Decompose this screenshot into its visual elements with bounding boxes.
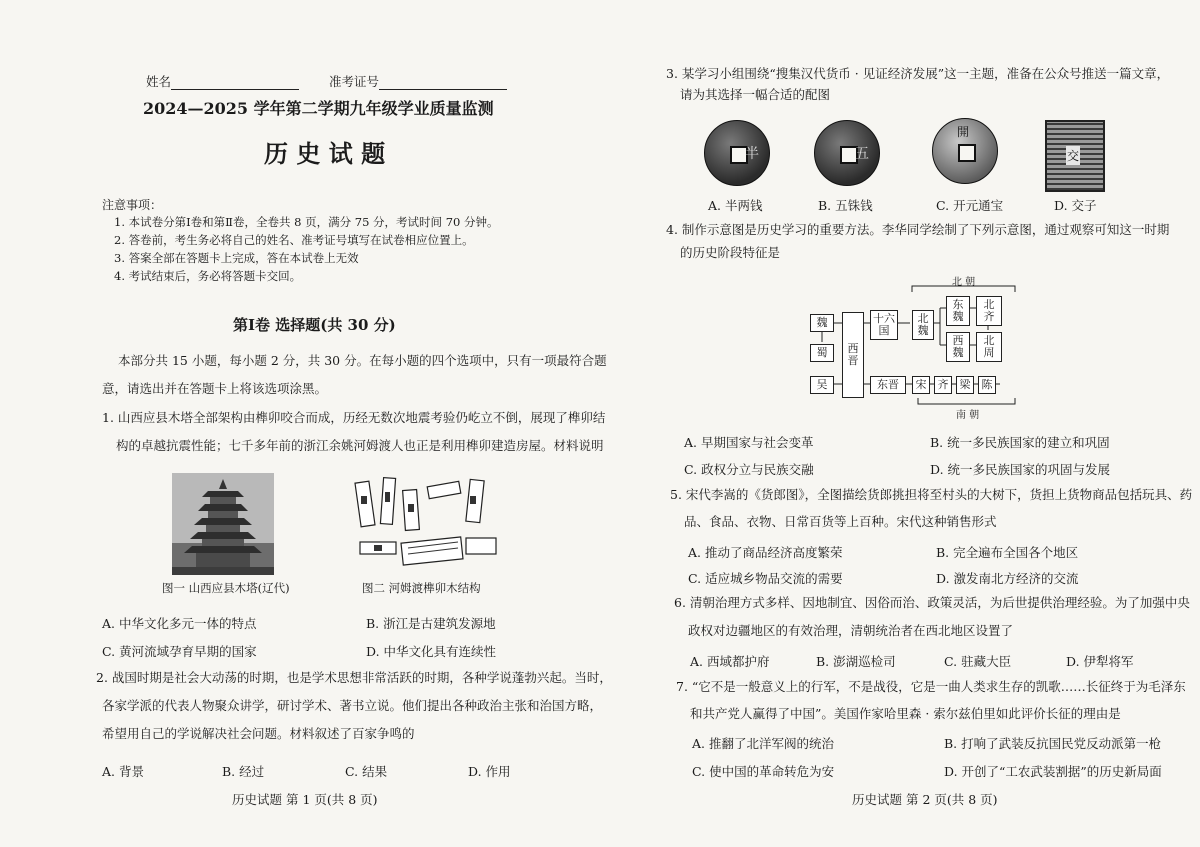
q4-option-a[interactable]: A. 早期国家与社会变革: [684, 435, 814, 450]
fig1-caption: 图一 山西应县木塔(辽代): [162, 581, 290, 595]
q3-option-c[interactable]: C. 开元通宝: [936, 198, 1004, 213]
q1-line-1: 1. 山西应县木塔全部架构由榫卯咬合而成，历经无数次地震考验仍屹立不倒，展现了榫卯结: [102, 410, 606, 425]
q6-option-d[interactable]: D. 伊犁将军: [1066, 654, 1134, 669]
notice-4: 4. 考试结束后，务必将答题卡交回。: [114, 269, 302, 283]
wu-box: 吴: [810, 376, 834, 394]
q4-option-b[interactable]: B. 统一多民族国家的建立和巩固: [930, 435, 1110, 450]
q4-option-c[interactable]: C. 政权分立与民族交融: [684, 462, 814, 477]
pagoda-image: [172, 473, 274, 575]
q7-line-1: 7. “它不是一般意义上的行军，不是战役，它是一曲人类求生存的凯歌……长征终于为毛泽东: [676, 679, 1186, 694]
fig2-caption: 图二 河姆渡榫卯木结构: [362, 581, 481, 595]
name-blank: [171, 77, 299, 90]
q6-line-1: 6. 清朝治理方式多样、因地制宜、因俗而治、政策灵活，为后世提供治理经验。为了加强中央: [674, 595, 1190, 610]
q6-option-c[interactable]: C. 驻藏大臣: [944, 654, 1012, 669]
notice-1: 1. 本试卷分第Ⅰ卷和第Ⅱ卷，全卷共 8 页，满分 75 分，考试时间 70 分钟。: [114, 215, 499, 229]
section-title: 第Ⅰ卷 选择题(共 30 分): [233, 316, 396, 334]
q7-option-d[interactable]: D. 开创了“工农武装割据”的历史新局面: [944, 764, 1162, 779]
north-dynasties-label: 北 朝: [952, 277, 976, 288]
q4-line-2: 的历史阶段特征是: [680, 245, 781, 260]
q3-option-a[interactable]: A. 半两钱: [708, 198, 763, 213]
coin-b-glyph: 五: [855, 146, 869, 162]
wei-box: 魏: [810, 314, 834, 332]
notice-title: 注意事项：: [102, 198, 163, 212]
instructions-line-1: 本部分共 15 小题，每小题 2 分，共 30 分。在每小题的四个选项中，只有一项最符合题: [118, 353, 607, 368]
coin-banliang-image: [704, 120, 770, 186]
history-periods-diagram: [800, 270, 1040, 420]
eastern-wei-box: 东 魏: [946, 296, 970, 326]
name-row: [146, 72, 507, 90]
q3-option-b[interactable]: B. 五铢钱: [818, 198, 873, 213]
jiaozi-banknote-image: [1045, 120, 1105, 192]
sixteen-kingdoms-box: 十六 国: [870, 310, 898, 340]
q7-option-a[interactable]: A. 推翻了北洋军阀的统治: [692, 736, 834, 751]
jiaozi-glyph: 交: [1066, 146, 1080, 165]
qi-box: 齐: [934, 376, 952, 394]
chen-box: 陈: [978, 376, 996, 394]
coin-c-glyph: 開: [957, 125, 970, 139]
q2-option-b[interactable]: B. 经过: [222, 764, 265, 779]
q3-option-d[interactable]: D. 交子: [1054, 198, 1097, 213]
notice-2: 2. 答卷前，考生务必将自己的姓名、准考证号填写在试卷相应位置上。: [114, 233, 474, 247]
northern-qi-box: 北 齐: [976, 296, 1002, 326]
q5-option-c[interactable]: C. 适应城乡物品交流的需要: [688, 571, 843, 586]
q2-option-c[interactable]: C. 结果: [345, 764, 388, 779]
q5-line-2: 品、食品、衣物、日常百货等上百种。宋代这种销售形式: [684, 514, 997, 529]
q7-option-b[interactable]: B. 打响了武装反抗国民党反动派第一枪: [944, 736, 1162, 751]
song-box: 宋: [912, 376, 930, 394]
q2-line-1: 2. 战国时期是社会大动荡的时期，也是学术思想非常活跃的时期，各种学说蓬勃兴起。当时，: [96, 670, 612, 685]
exam-no-blank: [379, 77, 507, 90]
liang-box: 梁: [956, 376, 974, 394]
q7-line-2: 和共产党人赢得了中国”。美国作家哈里森 · 索尔兹伯里如此评价长征的理由是: [690, 706, 1121, 721]
q2-option-a[interactable]: A. 背景: [102, 764, 144, 779]
q1-option-a[interactable]: A. 中华文化多元一体的特点: [102, 616, 257, 631]
q3-line-1: 3. 某学习小组围绕“搜集汉代货币 · 见证经济发展”这一主题，准备在公众号推送一篇文章，: [666, 66, 1170, 81]
exam-no-label: 准考证号: [328, 74, 379, 89]
south-dynasties-label: 南 朝: [956, 410, 980, 421]
q1-option-d[interactable]: D. 中华文化具有连续性: [366, 644, 497, 659]
q4-option-d[interactable]: D. 统一多民族国家的巩固与发展: [930, 462, 1111, 477]
coin-a-glyph: 半: [745, 146, 759, 162]
coin-kaiyuan-image: [932, 118, 998, 184]
q1-line-2: 构的卓越抗震性能；七千多年前的浙江余姚河姆渡人也正是利用榫卯建造房屋。材料说明: [116, 438, 604, 453]
western-wei-box: 西 魏: [946, 332, 970, 362]
northern-zhou-box: 北 周: [976, 332, 1002, 362]
western-jin-box: 西 晋: [842, 312, 864, 398]
northern-wei-box: 北 魏: [912, 310, 934, 340]
shu-box: 蜀: [810, 344, 834, 362]
q5-option-d[interactable]: D. 激发南北方经济的交流: [936, 571, 1079, 586]
exam-title: 2024—2025 学年第二学期九年级学业质量监测: [143, 99, 494, 118]
q1-option-b[interactable]: B. 浙江是古建筑发源地: [366, 616, 496, 631]
q2-line-2: 各家学派的代表人物聚众讲学，研讨学术、著书立说。他们提出各种政治主张和治国方略，: [102, 698, 603, 713]
q5-option-b[interactable]: B. 完全遍布全国各个地区: [936, 545, 1079, 560]
left-footer: 历史试题 第 1 页(共 8 页): [232, 792, 378, 807]
name-label: 姓名: [146, 74, 172, 89]
q6-line-2: 政权对边疆地区的有效治理，清朝统治者在西北地区设置了: [688, 623, 1014, 638]
q5-line-1: 5. 宋代李嵩的《货郎图》，全图描绘货郎挑担将至村头的大树下，货担上货物商品包括玩具、药: [670, 487, 1193, 502]
q6-option-a[interactable]: A. 西域都护府: [690, 654, 770, 669]
q2-line-3: 希望用自己的学说解决社会问题。材料叙述了百家争鸣的: [102, 726, 415, 741]
eastern-jin-box: 东晋: [870, 376, 906, 394]
q7-option-c[interactable]: C. 使中国的革命转危为安: [692, 764, 835, 779]
notice-3: 3. 答案全部在答题卡上完成，答在本试卷上无效: [114, 251, 359, 265]
q1-option-c[interactable]: C. 黄河流域孕育早期的国家: [102, 644, 257, 659]
instructions-line-2: 意，请选出并在答题卡上将该选项涂黑。: [102, 381, 328, 396]
right-footer: 历史试题 第 2 页(共 8 页): [852, 792, 998, 807]
q3-line-2: 请为其选择一幅合适的配图: [680, 87, 831, 102]
mortise-tenon-image: [352, 470, 502, 578]
q4-line-1: 4. 制作示意图是历史学习的重要方法。李华同学绘制了下列示意图，通过观察可知这一时期: [666, 222, 1170, 237]
coin-wuzhu-image: [814, 120, 880, 186]
q6-option-b[interactable]: B. 澎湖巡检司: [816, 654, 896, 669]
q2-option-d[interactable]: D. 作用: [468, 764, 511, 779]
subject-title: 历 史 试 题: [264, 139, 386, 168]
q5-option-a[interactable]: A. 推动了商品经济高度繁荣: [688, 545, 843, 560]
